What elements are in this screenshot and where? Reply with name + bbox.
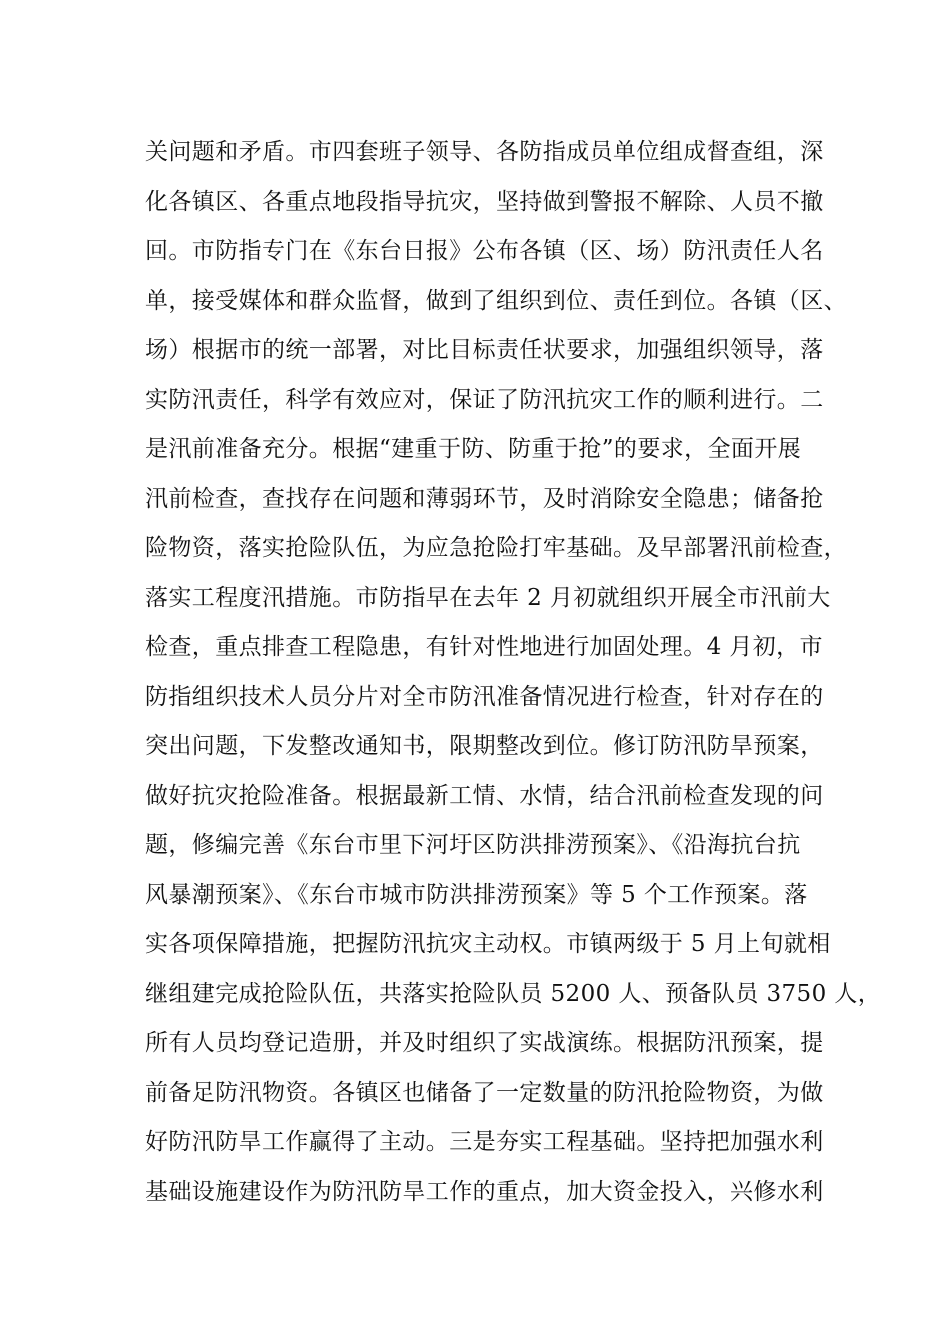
text-line: 继组建完成抢险队伍，共落实抢险队员 5200 人、预备队员 3750 人，	[145, 980, 882, 1007]
text-line: 险物资，落实抢险队伍，为应急抢险打牢基础。及早部署汛前检查，	[145, 535, 847, 561]
text-line: 风暴潮预案》、《东台市城市防洪排涝预案》等 5 个工作预案。落	[145, 881, 808, 908]
text-line: 回。市防指专门在《东台日报》公布各镇（区、场）防汛责任人名	[145, 238, 824, 264]
text-line: 场）根据市的统一部署，对比目标责任状要求，加强组织领导，落	[145, 337, 824, 363]
text-line: 所有人员均登记造册，并及时组织了实战演练。根据防汛预案，提	[145, 1030, 824, 1056]
body-text	[145, 128, 882, 1217]
text-line: 实各项保障措施，把握防汛抗灾主动权。市镇两级于 5 月上旬就相	[145, 931, 831, 957]
text-line: 落实工程度汛措施。市防指早在去年 2 月初就组织开展全市汛前大	[145, 584, 831, 611]
text-line: 是汛前准备充分。根据“建重于防、防重于抢”的要求，全面开展	[145, 436, 802, 462]
text-line: 汛前检查，查找存在问题和薄弱环节，及时消除安全隐患；储备抢	[145, 485, 824, 512]
text-line: 题，修编完善《东台市里下河圩区防洪排涝预案》、《沿海抗台抗	[145, 832, 801, 858]
text-line: 关问题和矛盾。市四套班子领导、各防指成员单位组成督查组，深	[145, 139, 824, 165]
text-line: 好防汛防旱工作赢得了主动。三是夯实工程基础。坚持把加强水利	[145, 1129, 824, 1155]
text-line: 做好抗灾抢险准备。根据最新工情、水情，结合汛前检查发现的问	[145, 782, 824, 809]
text-line: 突出问题，下发整改通知书，限期整改到位。修订防汛防旱预案，	[145, 733, 824, 759]
text-line: 基础设施建设作为防汛防旱工作的重点，加大资金投入，兴修水利	[145, 1178, 824, 1205]
text-line: 实防汛责任，科学有效应对，保证了防汛抗灾工作的顺利进行。二	[145, 386, 824, 413]
text-line: 防指组织技术人员分片对全市防汛准备情况进行检查，针对存在的	[145, 683, 824, 710]
text-line: 化各镇区、各重点地段指导抗灾，坚持做到警报不解除、人员不撤	[145, 188, 824, 215]
text-line: 检查，重点排查工程隐患，有针对性地进行加固处理。4 月初，市	[145, 634, 823, 660]
text-line: 单，接受媒体和群众监督，做到了组织到位、责任到位。各镇（区、	[145, 287, 847, 314]
text-line: 前备足防汛物资。各镇区也储备了一定数量的防汛抢险物资，为做	[145, 1079, 824, 1106]
